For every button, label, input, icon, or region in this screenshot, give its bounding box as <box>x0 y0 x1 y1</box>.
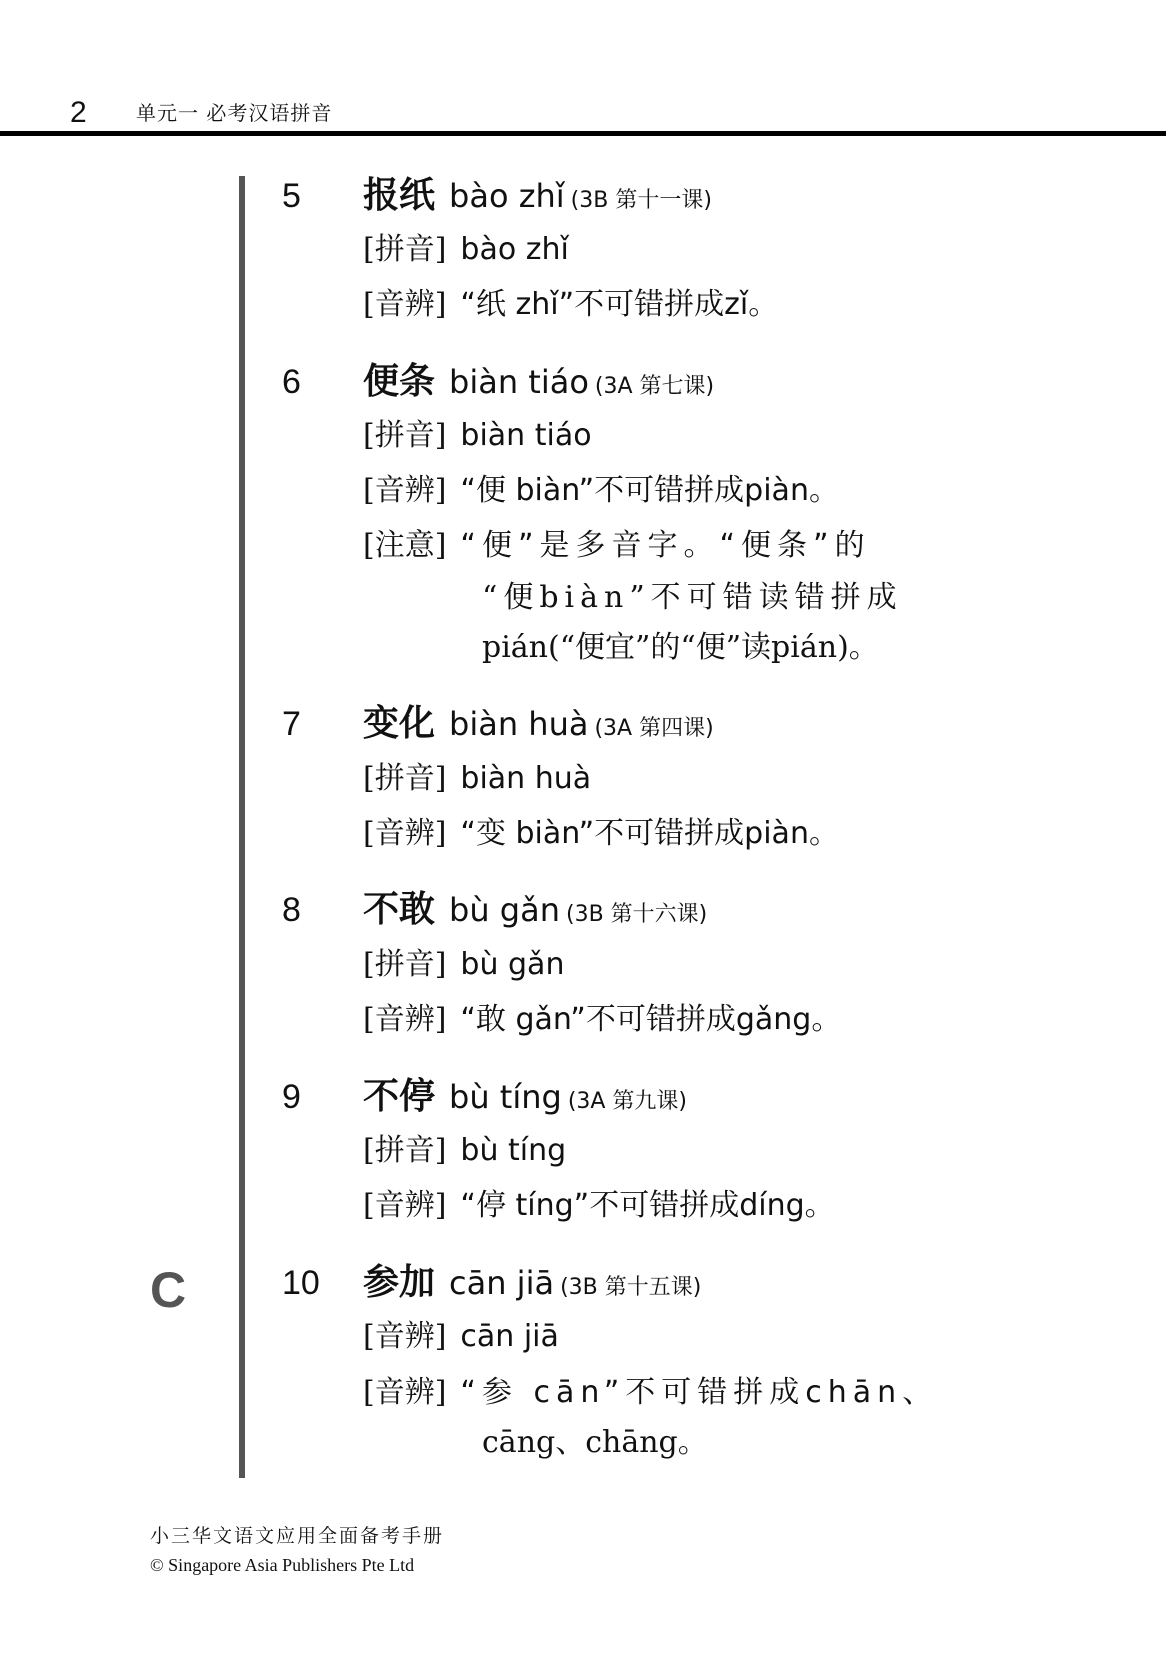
entry-lesson-ref: (3A 第四课) <box>594 716 714 741</box>
entry-number: 8 <box>282 891 301 929</box>
entry-line <box>363 1000 841 1040</box>
entry-line <box>363 945 564 985</box>
line-continuation: cāng、chāng。 <box>482 1425 708 1460</box>
entry-heading <box>363 1263 701 1309</box>
chapter-title: 单元一 必考汉语拼音 <box>136 101 333 125</box>
entry-word: 参加 <box>363 1262 436 1303</box>
entry-pinyin: biàn huà <box>449 705 589 743</box>
entry-lesson-ref: (3A 第九课) <box>567 1089 688 1114</box>
entry-number: 10 <box>282 1264 320 1302</box>
line-text: “便”是多音字。“便条”的 <box>460 528 871 563</box>
line-text: “敢 gǎn”不可错拼成gǎng。 <box>460 1002 842 1037</box>
entry-lesson-ref: (3B 第十六课) <box>565 902 708 927</box>
footer-copyright: © Singapore Asia Publishers Pte Ltd <box>150 1555 415 1575</box>
section-letter: C <box>150 1262 187 1318</box>
line-tag: [拼音] <box>363 761 447 796</box>
line-text: bù gǎn <box>460 947 565 982</box>
entry-line <box>363 471 839 511</box>
line-text: “参 cān”不可错拼成chān、 <box>460 1375 939 1410</box>
entry-number: 5 <box>282 177 301 215</box>
entry-line <box>363 1373 938 1413</box>
entry-line <box>363 759 591 799</box>
entry-pinyin: bào zhǐ <box>449 177 565 215</box>
line-text: biàn huà <box>460 761 592 796</box>
entry-line <box>363 230 569 270</box>
line-text: bù tíng <box>460 1133 567 1168</box>
entry-line <box>363 1186 835 1226</box>
entry-heading <box>363 890 707 936</box>
entry-lesson-ref: (3B 第十一课) <box>570 188 712 213</box>
entry-heading <box>363 176 712 222</box>
line-tag: [音辨] <box>363 1375 447 1410</box>
line-tag: [拼音] <box>363 232 447 267</box>
entry-number: 6 <box>282 363 301 401</box>
entry-number: 9 <box>282 1078 301 1116</box>
entry-heading <box>363 362 714 408</box>
header-rule-divider <box>0 131 1166 136</box>
line-tag: [音辨] <box>363 1002 447 1037</box>
line-tag: [拼音] <box>363 418 447 453</box>
entry-line <box>363 416 592 456</box>
line-text: “纸 zhǐ”不可错拼成zǐ。 <box>460 287 779 322</box>
entry-lesson-ref: (3A 第七课) <box>594 374 715 399</box>
line-tag: [音辨] <box>363 1188 447 1223</box>
line-tag: [音辨] <box>363 816 447 851</box>
line-text: cān jiā <box>460 1319 559 1354</box>
entry-heading <box>363 704 714 750</box>
line-text: biàn tiáo <box>460 418 592 453</box>
line-text: “停 tíng”不可错拼成díng。 <box>460 1188 835 1223</box>
line-text: “便 biàn”不可错拼成piàn。 <box>460 473 839 508</box>
entry-pinyin: bù tíng <box>449 1078 562 1116</box>
entry-word: 变化 <box>363 703 436 744</box>
line-tag: [音辨] <box>363 473 447 508</box>
line-tag: [音辨] <box>363 287 447 322</box>
line-tag: [注意] <box>363 528 447 563</box>
line-text: bào zhǐ <box>460 232 569 267</box>
entry-pinyin: cān jiā <box>449 1264 555 1302</box>
page-number: 2 <box>70 96 87 129</box>
line-text: “变 biàn”不可错拼成piàn。 <box>460 816 839 851</box>
section-vertical-bar <box>239 176 245 1478</box>
entry-word: 报纸 <box>363 175 436 216</box>
entry-word: 不敢 <box>363 889 436 930</box>
line-tag: [拼音] <box>363 1133 447 1168</box>
entry-line <box>363 526 871 566</box>
entry-word: 不停 <box>363 1076 436 1117</box>
line-continuation: “便biàn”不可错读错拼成 <box>482 580 903 615</box>
footer-book-title: 小三华文语文应用全面备考手册 <box>150 1525 445 1547</box>
entry-line <box>363 1131 566 1171</box>
entry-pinyin: biàn tiáo <box>449 363 589 401</box>
entry-heading <box>363 1077 687 1123</box>
entry-pinyin: bù gǎn <box>449 891 560 929</box>
line-tag: [拼音] <box>363 947 447 982</box>
entry-line <box>363 1317 559 1357</box>
entry-line <box>363 285 778 325</box>
entry-number: 7 <box>282 705 301 743</box>
entry-line <box>363 814 839 854</box>
line-tag: [音辨] <box>363 1319 447 1354</box>
entry-lesson-ref: (3B 第十五课) <box>560 1275 702 1300</box>
line-continuation: pián(“便宜”的“便”读pián)。 <box>482 630 879 665</box>
entry-word: 便条 <box>363 361 436 402</box>
